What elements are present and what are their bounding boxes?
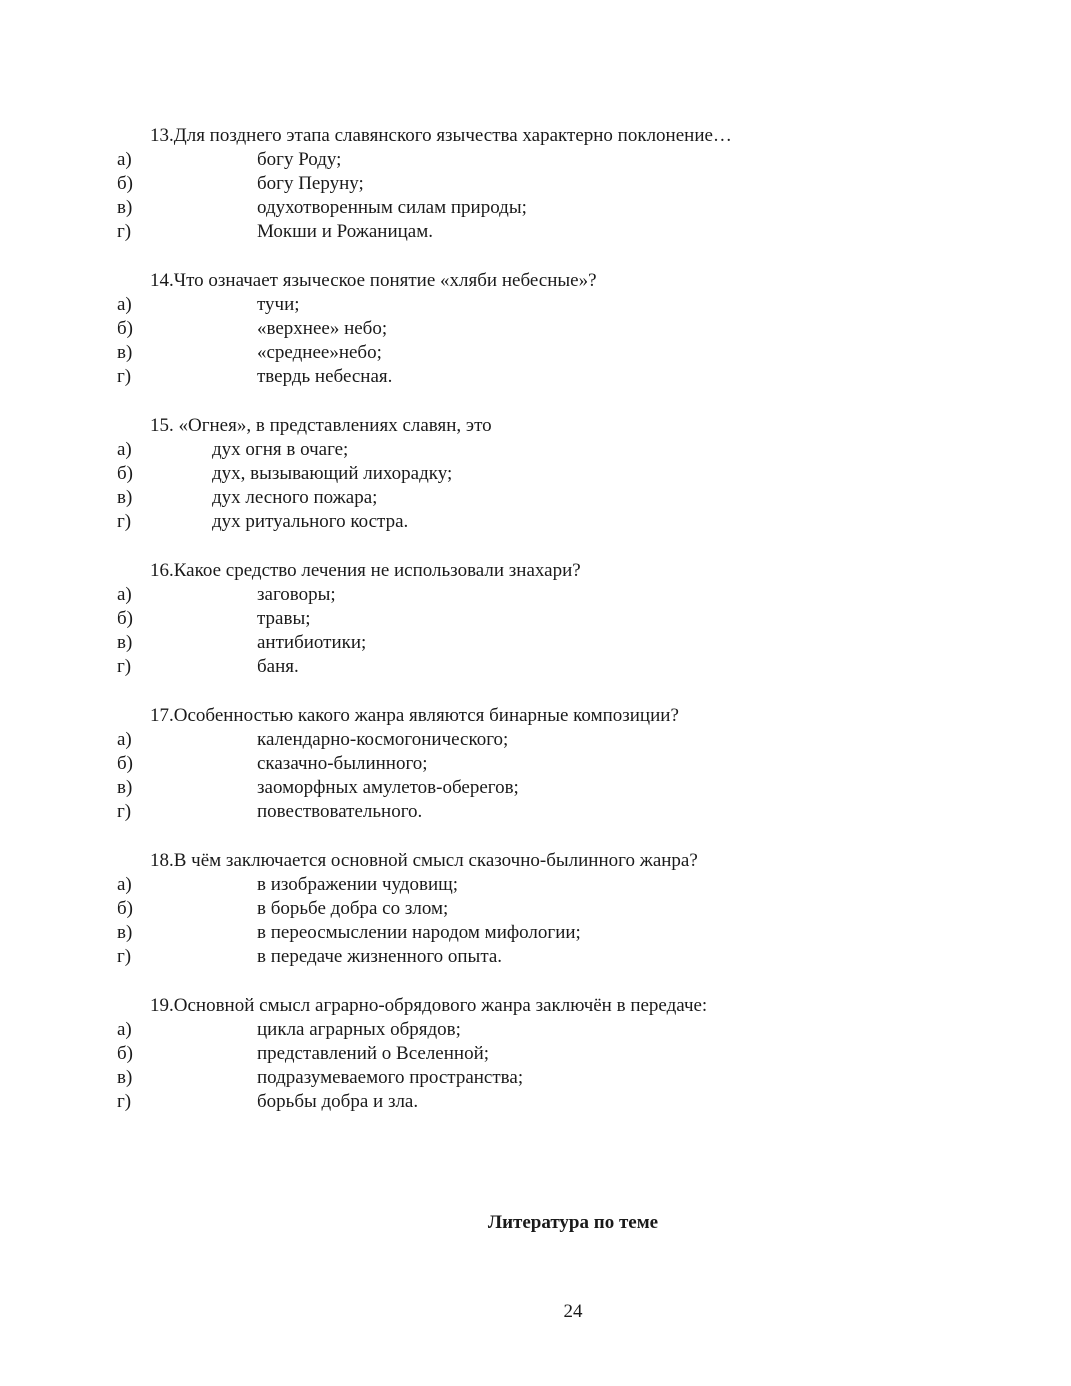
option-text: заговоры; [257, 584, 336, 605]
option-letter: в) [117, 777, 133, 798]
option-letter: б) [117, 608, 133, 629]
section-title: Литература по теме [487, 1212, 659, 1233]
option-text: в изображении чудовищ; [257, 874, 459, 895]
option-letter: а) [117, 729, 132, 750]
option-text: подразумеваемого пространства; [257, 1067, 524, 1088]
option-letter: б) [117, 753, 133, 774]
option-letter: в) [117, 1067, 133, 1088]
question-text: 19.Основной смысл аграрно-обрядового жанра заключён в передаче: [150, 995, 708, 1016]
option-text: травы; [257, 608, 311, 629]
option-text: дух ритуального костра. [212, 511, 409, 532]
question-text: 18.В чём заключается основной смысл сказочно-былинного жанра? [150, 850, 698, 871]
option-text: дух огня в очаге; [212, 439, 349, 460]
option-letter: а) [117, 439, 132, 460]
option-letter: г) [117, 221, 132, 242]
option-letter: в) [117, 197, 133, 218]
option-letter: а) [117, 874, 132, 895]
option-text: в передаче жизненного опыта. [257, 946, 503, 967]
option-text: повествовательного. [257, 801, 423, 822]
option-text: борьбы добра и зла. [257, 1091, 419, 1112]
option-letter: б) [117, 318, 133, 339]
option-letter: г) [117, 801, 132, 822]
option-letter: г) [117, 511, 132, 532]
option-text: «верхнее» небо; [257, 318, 388, 339]
option-letter: а) [117, 584, 132, 605]
option-text: твердь небесная. [257, 366, 393, 387]
option-letter: а) [117, 1019, 132, 1040]
option-text: «среднее»небо; [257, 342, 382, 363]
option-text: представлений о Вселенной; [257, 1043, 490, 1064]
option-text: в переосмыслении народом мифологии; [257, 922, 581, 943]
option-letter: б) [117, 463, 133, 484]
option-letter: в) [117, 342, 133, 363]
option-text: тучи; [257, 294, 300, 315]
option-letter: в) [117, 922, 133, 943]
option-letter: г) [117, 946, 132, 967]
option-letter: а) [117, 294, 132, 315]
option-text: дух лесного пожара; [212, 487, 378, 508]
option-text: богу Перуну; [257, 173, 364, 194]
page-number: 24 [563, 1301, 583, 1322]
option-letter: б) [117, 1043, 133, 1064]
question-text: 13.Для позднего этапа славянского язычества характерно поклонение… [150, 125, 732, 146]
option-text: заоморфных амулетов-оберегов; [257, 777, 519, 798]
question-text: 16.Какое средство лечения не использовали знахари? [150, 560, 581, 581]
option-text: сказачно-былинного; [257, 753, 428, 774]
option-letter: б) [117, 898, 133, 919]
option-letter: г) [117, 656, 132, 677]
option-letter: б) [117, 173, 133, 194]
option-text: цикла аграрных обрядов; [257, 1019, 461, 1040]
option-text: одухотворенным силам природы; [257, 197, 527, 218]
option-letter: г) [117, 366, 132, 387]
question-text: 15. «Огнея», в представлениях славян, это [150, 415, 492, 436]
option-text: календарно-космогонического; [257, 729, 509, 750]
question-text: 17.Особенностью какого жанра являются бинарные композиции? [150, 705, 679, 726]
option-text: антибиотики; [257, 632, 367, 653]
question-text: 14.Что означает языческое понятие «хляби небесные»? [150, 270, 597, 291]
option-text: дух, вызывающий лихорадку; [212, 463, 453, 484]
option-letter: в) [117, 487, 133, 508]
option-text: богу Роду; [257, 149, 342, 170]
option-text: Мокши и Рожаницам. [257, 221, 434, 242]
option-text: баня. [257, 656, 299, 677]
option-text: в борьбе добра со злом; [257, 898, 449, 919]
option-letter: г) [117, 1091, 132, 1112]
option-letter: в) [117, 632, 133, 653]
option-letter: а) [117, 149, 132, 170]
